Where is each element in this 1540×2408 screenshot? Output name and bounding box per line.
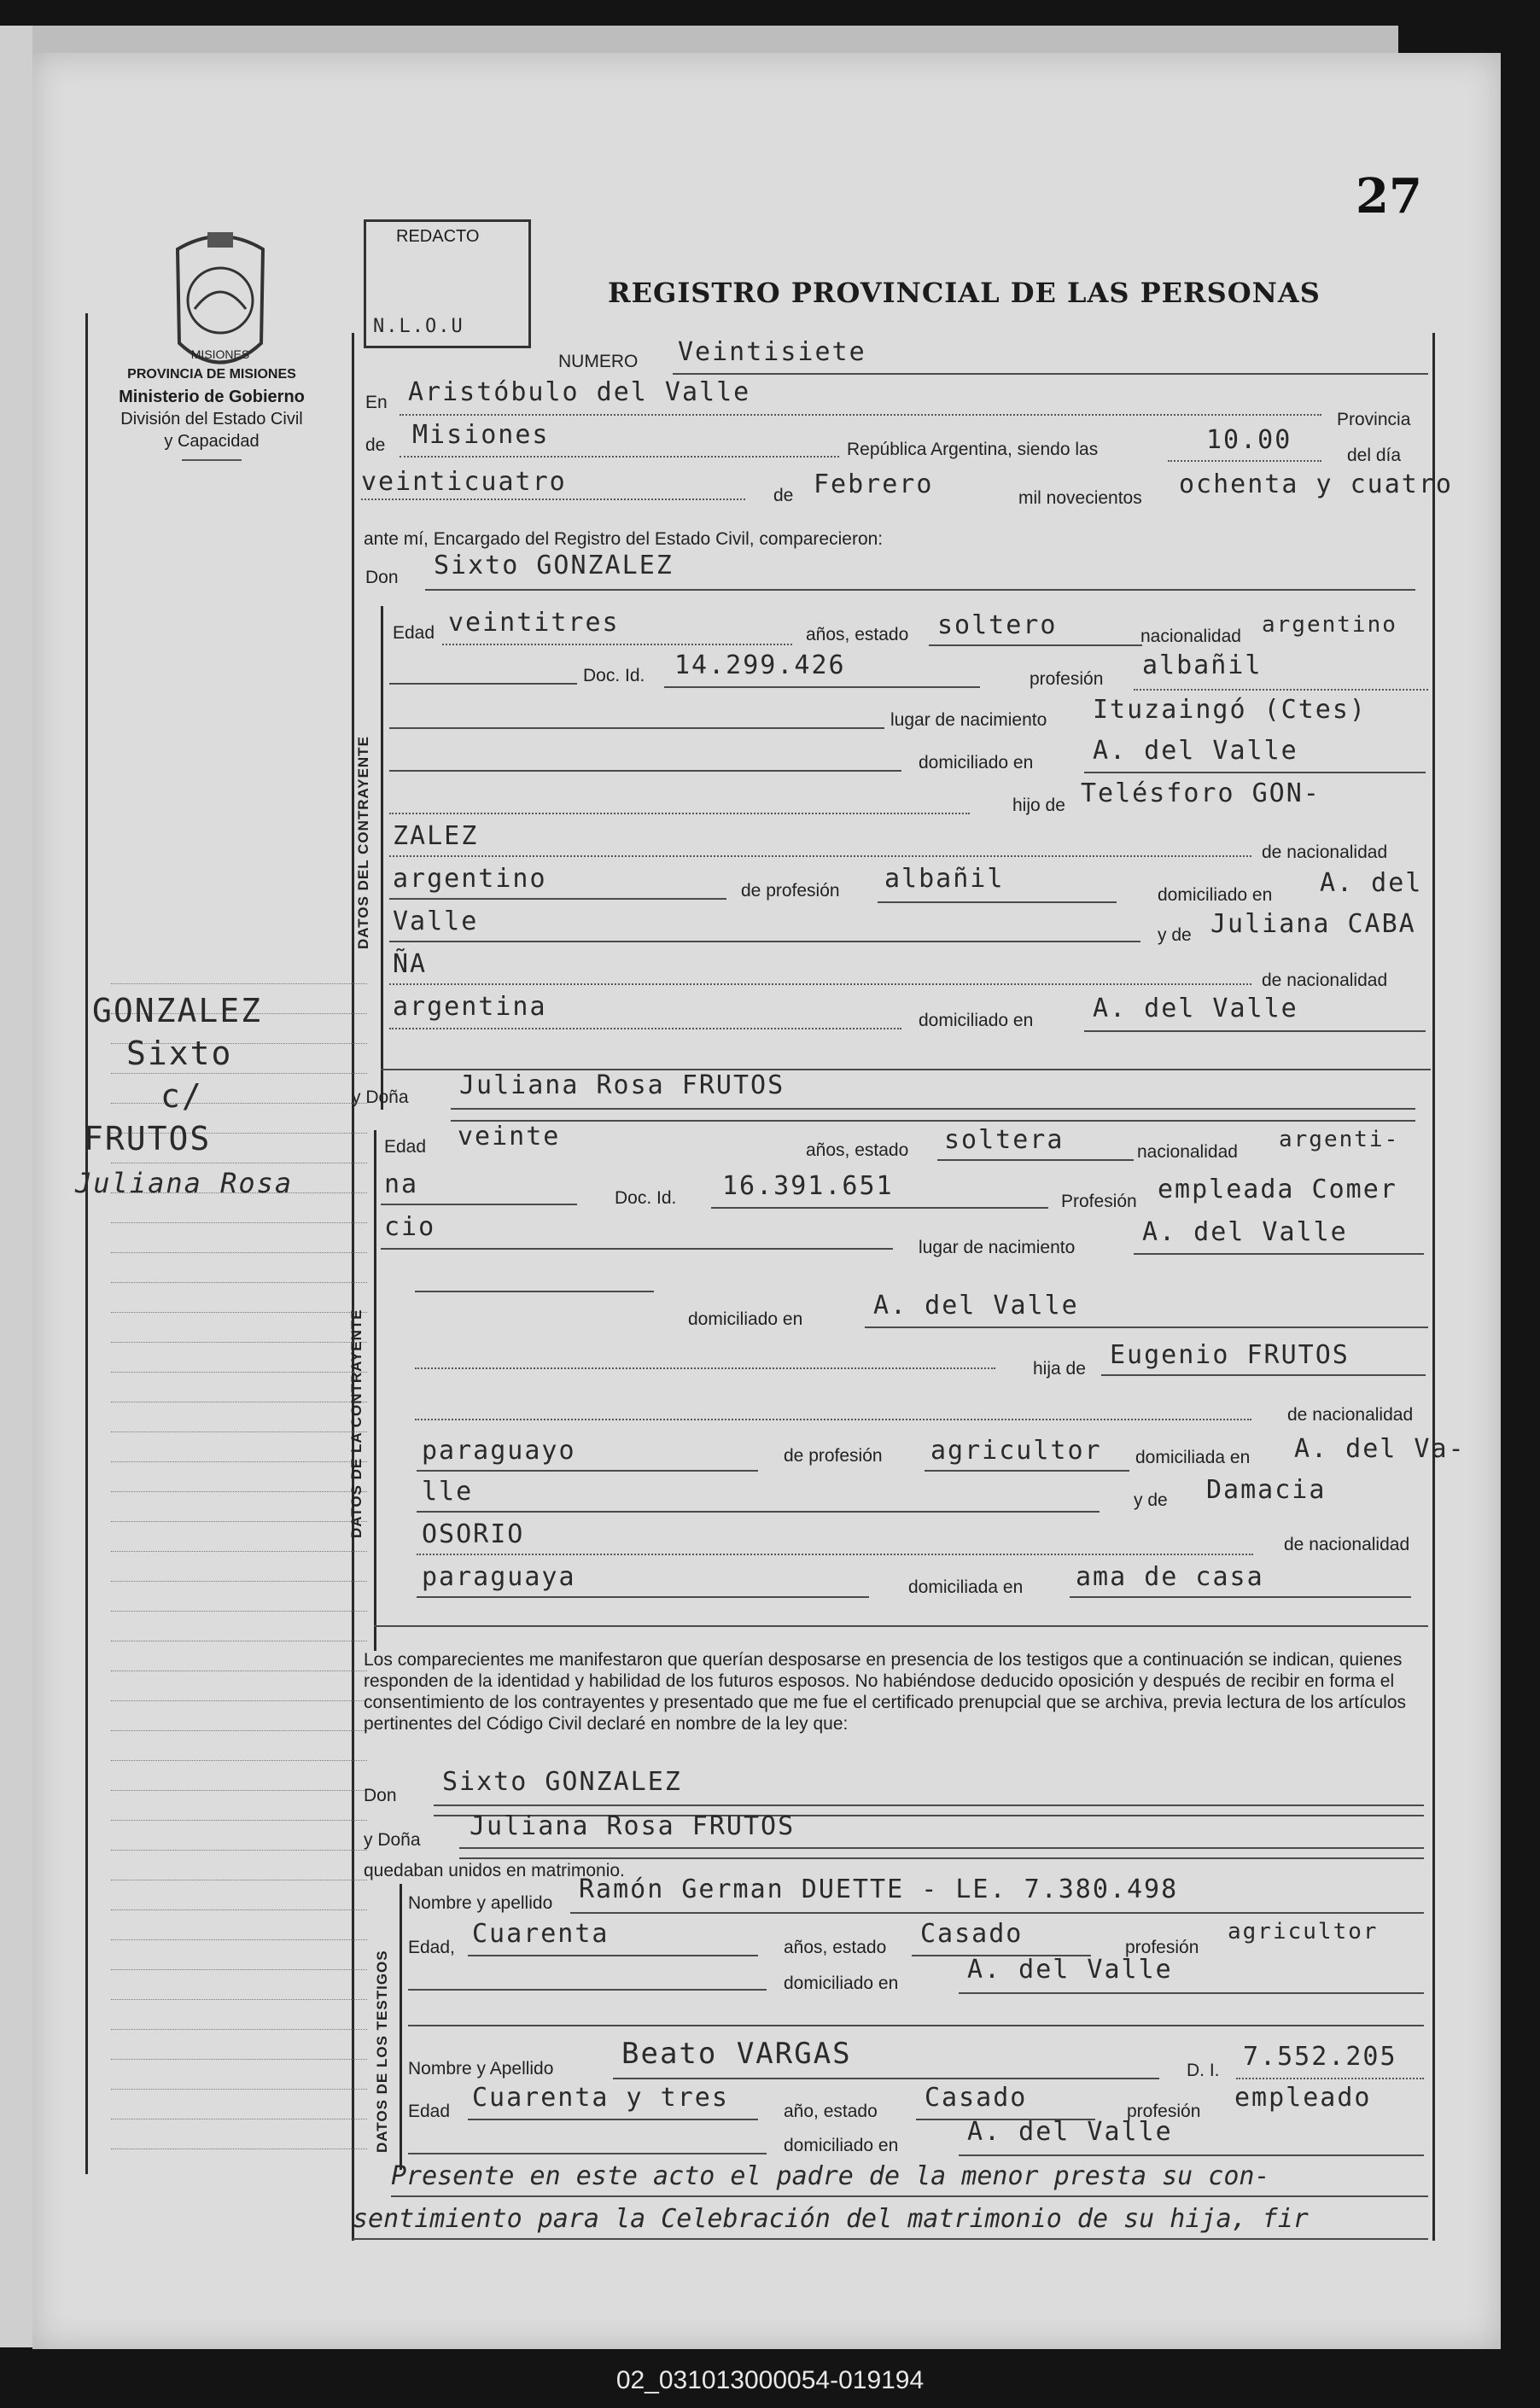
c-hijo-label: hijo de	[1012, 796, 1065, 815]
contrayente-bracket	[381, 606, 383, 1110]
hora-value: 10.00	[1206, 425, 1292, 455]
contrayenta-side-label: DATOS DE LA CONTRAYENTE	[348, 1309, 365, 1538]
f-lugar-value: A. del Valle	[1142, 1217, 1348, 1247]
f-profesion-label: Profesión	[1061, 1192, 1137, 1211]
anio-value: ochenta y cuatro	[1179, 469, 1453, 499]
testigos-bracket	[400, 1884, 402, 2170]
t2-prof-value: empleado	[1234, 2083, 1372, 2113]
c-de-prof-label: de profesión	[741, 881, 840, 901]
statement-paragraph: Los comparecientes me manifestaron que querían desposarse en presencia de los testigos que a continuación se indican, quienes responden de la identidad y habilidad de los futuros esposos. No habiéndose deducido oposición y después de recibir en forma el consentimiento de los contrayentes y presentado que me fue el certificado prenupcial que se archiva, previa lectura de los artículos pertinentes del Código Civil declaré en nombre de la ley que:	[364, 1650, 1407, 1734]
f-nacionalidad-label: nacionalidad	[1137, 1142, 1238, 1162]
t2-edad-label: Edad	[408, 2102, 451, 2121]
c-lugar-value: Ituzaingó (Ctes)	[1093, 695, 1367, 725]
en-label: En	[365, 393, 388, 412]
y-dona-label: y Doña	[352, 1087, 409, 1107]
de2-label: de	[773, 486, 794, 505]
c-padre-dom-a: A. del	[1320, 868, 1423, 898]
c-padre-dom-b: Valle	[393, 907, 479, 936]
u-don-label: Don	[364, 1786, 397, 1805]
f-nacionalidad-a: argenti-	[1279, 1127, 1400, 1152]
c-y-de-label: y de	[1158, 925, 1192, 945]
c-profesion-value: albañil	[1142, 650, 1263, 680]
margin-note-line-1: GONZALEZ	[92, 992, 263, 1029]
u-dona-label: y Doña	[364, 1830, 421, 1850]
f-madre-b: OSORIO	[422, 1519, 525, 1549]
t2-di-label: D. I.	[1187, 2061, 1220, 2080]
t1-edad-label: Edad,	[408, 1938, 455, 1957]
f-lugar-label: lugar de nacimiento	[919, 1238, 1076, 1257]
c-de-nac-label-1: de nacionalidad	[1262, 843, 1388, 862]
margin-note-line-3: c/	[160, 1077, 203, 1115]
f-domicilio-value: A. del Valle	[873, 1291, 1079, 1321]
margin-note-line-2: Sixto	[126, 1035, 233, 1072]
numero-label: NUMERO	[558, 352, 639, 371]
f-padre-nac: paraguayo	[422, 1436, 576, 1466]
f-doc-label: Doc. Id.	[615, 1188, 677, 1208]
redacto-value: N.L.O.U	[373, 316, 464, 337]
f-estado-label: años, estado	[806, 1140, 909, 1160]
t1-estado-label: años, estado	[784, 1938, 887, 1957]
republica-label: República Argentina, siendo las	[847, 440, 1099, 459]
y-dona-value: Juliana Rosa FRUTOS	[459, 1070, 785, 1100]
page-top-edge	[32, 26, 1398, 53]
c-edad-value: veintitres	[448, 608, 620, 638]
f-profesion-b: cio	[384, 1212, 436, 1242]
t1-dom-label: domiciliado en	[784, 1974, 899, 1993]
dia-value: veinticuatro	[361, 467, 567, 497]
seal-text: MISIONES	[190, 347, 250, 361]
agency-province: PROVINCIA DE MISIONES	[127, 367, 296, 382]
c-padre-prof: albañil	[884, 864, 1005, 894]
f-dom-label: domiciliada en	[1135, 1448, 1251, 1467]
c-doc-label: Doc. Id.	[583, 666, 645, 685]
mil-label: mil novecientos	[1018, 488, 1142, 508]
t2-nombre-label: Nombre y Apellido	[408, 2059, 554, 2079]
agency-capacity: y Capacidad	[164, 432, 260, 451]
don-label: Don	[365, 568, 399, 587]
c-padre-nac: argentino	[393, 864, 547, 894]
t2-dom-value: A. del Valle	[967, 2117, 1173, 2147]
f-profesion-a: empleada Comer	[1158, 1175, 1397, 1204]
nota-line-1: Presente en este acto el padre de la menor presta su con-	[391, 2161, 1270, 2191]
f-de-nac-label-1: de nacionalidad	[1287, 1405, 1414, 1425]
provincial-seal-icon	[160, 215, 280, 386]
f-padre-dom-a: A. del Va-	[1294, 1434, 1466, 1464]
f-madre-dom-label: domiciliada en	[908, 1577, 1024, 1597]
f-padre-dom-b: lle	[422, 1477, 474, 1507]
c-domicilio-label: domiciliado en	[919, 753, 1034, 773]
f-doc-value: 16.391.651	[722, 1171, 894, 1201]
c-profesion-label: profesión	[1030, 669, 1104, 689]
c-padre-a: Telésforo GON-	[1081, 778, 1321, 808]
t1-nombre-label: Nombre y apellido	[408, 1893, 553, 1913]
c-de-nac-label-2: de nacionalidad	[1262, 971, 1388, 990]
page-number: 27	[1356, 168, 1422, 224]
c-doc-value: 14.299.426	[674, 650, 846, 680]
c-madre-b: ÑA	[393, 949, 428, 979]
c-estado-label: años, estado	[806, 625, 909, 644]
c-nacionalidad-label: nacionalidad	[1140, 627, 1241, 646]
de-label: de	[365, 435, 386, 455]
numero-value: Veintisiete	[678, 337, 866, 367]
margin-note-line-5: Juliana Rosa	[75, 1167, 294, 1199]
contrayenta-bracket	[374, 1130, 376, 1651]
c-estado-value: soltero	[937, 610, 1058, 640]
f-madre-nac: paraguaya	[422, 1562, 576, 1592]
t2-prof-label: profesión	[1127, 2102, 1201, 2121]
f-madre-a: Damacia	[1206, 1475, 1327, 1505]
u-don-value: Sixto GONZALEZ	[442, 1767, 682, 1797]
en-value: Aristóbulo del Valle	[408, 377, 751, 407]
t1-prof-label: profesión	[1125, 1938, 1199, 1957]
t2-estado-label: año, estado	[784, 2102, 878, 2121]
c-padre-b: ZALEZ	[393, 821, 479, 851]
t1-prof-value: agricultor	[1228, 1919, 1379, 1944]
f-edad-label: Edad	[384, 1137, 427, 1157]
agency-division: División del Estado Civil	[120, 410, 303, 429]
archive-id: 02_031013000054-019194	[615, 2366, 925, 2394]
t1-edad-value: Cuarenta	[472, 1919, 610, 1949]
c-madre-nac: argentina	[393, 992, 547, 1022]
t1-dom-value: A. del Valle	[967, 1955, 1173, 1985]
t1-nombre-value: Ramón German DUETTE - LE. 7.380.498	[579, 1875, 1179, 1904]
f-y-de-label: y de	[1134, 1490, 1168, 1510]
f-madre-dom: ama de casa	[1076, 1562, 1264, 1592]
f-domicilio-label: domiciliado en	[688, 1309, 803, 1329]
del-dia-label: del día	[1347, 446, 1402, 465]
provincia-label: Provincia	[1337, 410, 1411, 429]
t1-estado-value: Casado	[920, 1919, 1024, 1949]
f-edad-value: veinte	[458, 1122, 561, 1152]
f-estado-value: soltera	[944, 1125, 1065, 1155]
f-nacionalidad-b: na	[384, 1169, 419, 1199]
testigos-side-label: DATOS DE LOS TESTIGOS	[374, 1950, 390, 2153]
quedaban-text: quedaban unidos en matrimonio.	[364, 1861, 625, 1880]
book-spine	[0, 26, 34, 2347]
t2-estado-value: Casado	[925, 2083, 1028, 2113]
mes-value: Febrero	[814, 469, 934, 499]
u-dona-value: Juliana Rosa FRUTOS	[470, 1811, 796, 1841]
c-madre-dom-label: domiciliado en	[919, 1011, 1034, 1030]
form-right-rule	[1432, 333, 1435, 2241]
c-nacionalidad-value: argentino	[1262, 612, 1397, 638]
redacto-label: REDACTO	[396, 227, 480, 246]
f-de-nac-label-2: de nacionalidad	[1284, 1535, 1410, 1554]
document-title: REGISTRO PROVINCIAL DE LAS PERSONAS	[608, 277, 1321, 309]
c-lugar-label: lugar de nacimiento	[890, 710, 1047, 730]
agency-block	[75, 364, 348, 461]
f-padre-value: Eugenio FRUTOS	[1110, 1340, 1350, 1370]
left-margin-rule	[85, 313, 88, 2174]
redacto-box	[364, 219, 531, 348]
contrayente-side-label: DATOS DEL CONTRAYENTE	[355, 736, 371, 949]
agency-ministry: Ministerio de Gobierno	[119, 388, 305, 406]
f-padre-prof: agricultor	[930, 1436, 1102, 1466]
f-de-prof-label: de profesión	[784, 1446, 883, 1466]
margin-note-line-4: FRUTOS	[84, 1120, 212, 1157]
t2-edad-value: Cuarenta y tres	[472, 2083, 729, 2113]
c-madre-a: Juliana CABA	[1210, 909, 1416, 939]
t2-di-value: 7.552.205	[1243, 2042, 1397, 2072]
form-left-rule	[352, 333, 354, 2241]
ante-mi-text: ante mí, Encargado del Registro del Estado Civil, comparecieron:	[364, 529, 884, 549]
de-value: Misiones	[412, 420, 550, 450]
don-value: Sixto GONZALEZ	[434, 551, 674, 580]
nota-line-2: sentimiento para la Celebración del matrimonio de su hija, fir	[353, 2204, 1309, 2234]
c-madre-dom: A. del Valle	[1093, 994, 1298, 1023]
t2-dom-label: domiciliado en	[784, 2136, 899, 2155]
c-edad-label: Edad	[393, 623, 435, 643]
c-domicilio-value: A. del Valle	[1093, 736, 1298, 766]
t2-nombre-value: Beato VARGAS	[621, 2037, 852, 2071]
f-hija-label: hija de	[1033, 1359, 1086, 1379]
c-dom-label: domiciliado en	[1158, 885, 1273, 905]
register-page	[32, 53, 1501, 2349]
